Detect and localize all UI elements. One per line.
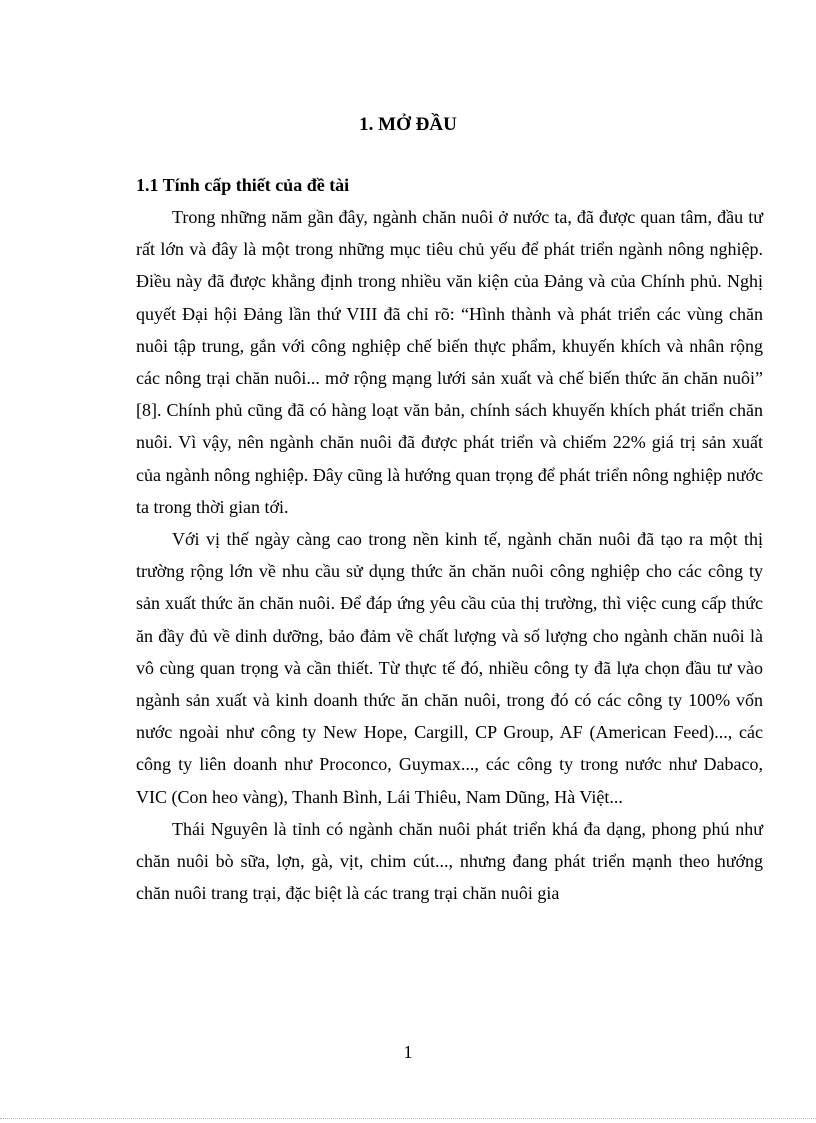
page-number: 1: [403, 1042, 413, 1062]
paragraph-2: Với vị thế ngày càng cao trong nền kinh tế, ngành chăn nuôi đã tạo ra một thị trường rộng lớn về nhu cầu sử dụng thức ăn chăn nuôi công nghiệp cho các công ty sản xuất thức ăn chăn nuôi. Để đáp ứng yêu cầu của thị trường, thì việc cung cấp thức ăn đầy đủ về dinh dưỡng, bảo đảm về chất lượng và số lượng cho ngành chăn nuôi là vô cùng quan trọng và cần thiết. Từ thực tế đó, nhiều công ty đã lựa chọn đầu tư vào ngành sản xuất và kinh doanh thức ăn chăn nuôi, trong đó có các công ty 100% vốn nước ngoài như công ty New Hope, Cargill, CP Group, AF (American Feed)..., các công ty liên doanh như Proconco, Guymax..., các công ty trong nước như Dabaco, VIC (Con heo vàng), Thanh Bình, Lái Thiêu, Nam Dũng, Hà Việt...: [136, 529, 763, 807]
chapter-title: 1. MỞ ĐẦU: [359, 114, 457, 135]
paragraph-3: Thái Nguyên là tỉnh có ngành chăn nuôi phát triển khá đa dạng, phong phú như chăn nuôi bò sữa, lợn, gà, vịt, chim cút..., nhưng đang phát triển mạnh theo hướng chăn nuôi trang trại, đặc biệt là các trang trại chăn nuôi gia: [136, 818, 763, 904]
section-heading: 1.1 Tính cấp thiết của đề tài: [136, 175, 350, 195]
page-border-dotted: [0, 1118, 816, 1119]
paragraph-1: Trong những năm gần đây, ngành chăn nuôi ở nước ta, đã được quan tâm, đầu tư rất lớn và đây là một trong những mục tiêu chủ yếu để phát triển ngành nông nghiệp. Điều này đã được khẳng định trong nhiều văn kiện của Đảng và của Chính phủ. Nghị quyết Đại hội Đảng lần thứ VIII đã chỉ rõ: “Hình thành và phát triển các vùng chăn nuôi tập trung, gắn với công nghiệp chế biến thực phẩm, khuyến khích và nhân rộng các nông trại chăn nuôi... mở rộng mạng lưới sản xuất và chế biến thức ăn chăn nuôi” [8]. Chính phủ cũng đã có hàng loạt văn bản, chính sách khuyến khích phát triển chăn nuôi. Vì vậy, nên ngành chăn nuôi đã được phát triển và chiếm 22% giá trị sản xuất của ngành nông nghiệp. Đây cũng là hướng quan trọng để phát triển nông nghiệp nước ta trong thời gian tới.: [136, 207, 763, 517]
body-text: [136, 201, 763, 909]
